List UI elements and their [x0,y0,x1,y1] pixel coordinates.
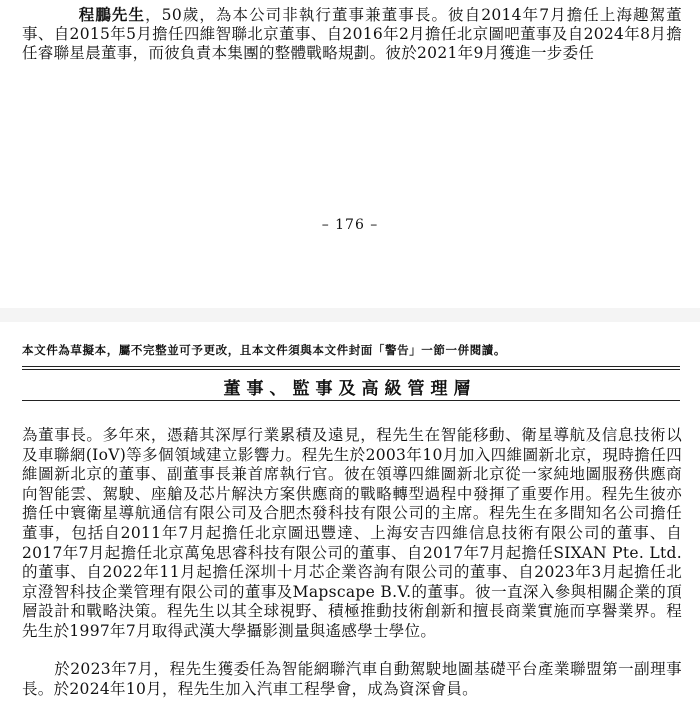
director-bio-paragraph-top [22,5,682,63]
director-bio-text: ，50歲，為本公司非執行董事兼董事長。彼自2014年7月擔任上海趣駕董事、自2015年5月擔任四維智聯北京董事、自2016年2月擔任北京圖吧董事及自2024年8月擔任睿聯星晨董事，而彼負責本集團的整體戰略規劃。彼於2021年9月獲進一步委任 [22,6,682,62]
header-rule-top-inner [22,369,680,370]
page-separator [0,308,700,322]
header-rule-bottom [22,400,680,401]
draft-warning-note: 本文件為草擬本，屬不完整並可予更改，且本文件須與本文件封面「警告」一節一併閱讀。 [22,343,506,357]
page-number: – 176 – [321,217,379,233]
header-rule-top [22,366,680,367]
section-heading: 董事、監事及高級管理層 [223,379,477,399]
lower-page [0,322,700,709]
director-bio-paragraph-continued: 為董事長。多年來，憑藉其深厚行業累積及遠見，程先生在智能移動、衛星導航及信息技術以及車聯網(IoV)等多個領域建立影響力。程先生於2003年10月加入四維圖新北京，現時擔任四維圖新北京的董事、副董事長兼首席執行官。彼在領導四維圖新北京從一家純地圖服務供應商向智能雲、駕駛、座艙及芯片解決方案供應商的戰略轉型過程中發揮了重要作用。程先生彼亦擔任中寰衛星導航通信有限公司及合肥杰發科技有限公司的主席。程先生在多間知名公司擔任董事，包括自2011年7月起擔任北京圖迅豐達、上海安吉四維信息技術有限公司的董事、自2017年7月起擔任北京萬兔思睿科技有限公司的董事、自2017年7月起擔任SIXAN Pte. Ltd.的董事、自2022年11月起擔任深圳十月芯企業咨詢有限公司的董事、自2023年3月起擔任北京澄智科技企業管理有限公司的董事及Mapscape B.V.的董事。彼一直深入參與相關企業的頂層設計和戰略決策。程先生以其全球視野、積極推動技術創新和擅長商業實施而享譽業界。程先生於1997年7月取得武漢大學攝影測量與遙感學士學位。 [22,426,682,640]
upper-page [0,0,700,308]
director-bio-paragraph-appointments [22,659,682,699]
appointments-text: 於2023年7月，程先生獲委任為智能網聯汽車自動駕駛地圖基礎平台產業聯盟第一副理事長。於2024年10月，程先生加入汽車工程學會，成為資深會員。 [22,660,682,698]
director-name: 程鵬先生 [78,5,146,24]
